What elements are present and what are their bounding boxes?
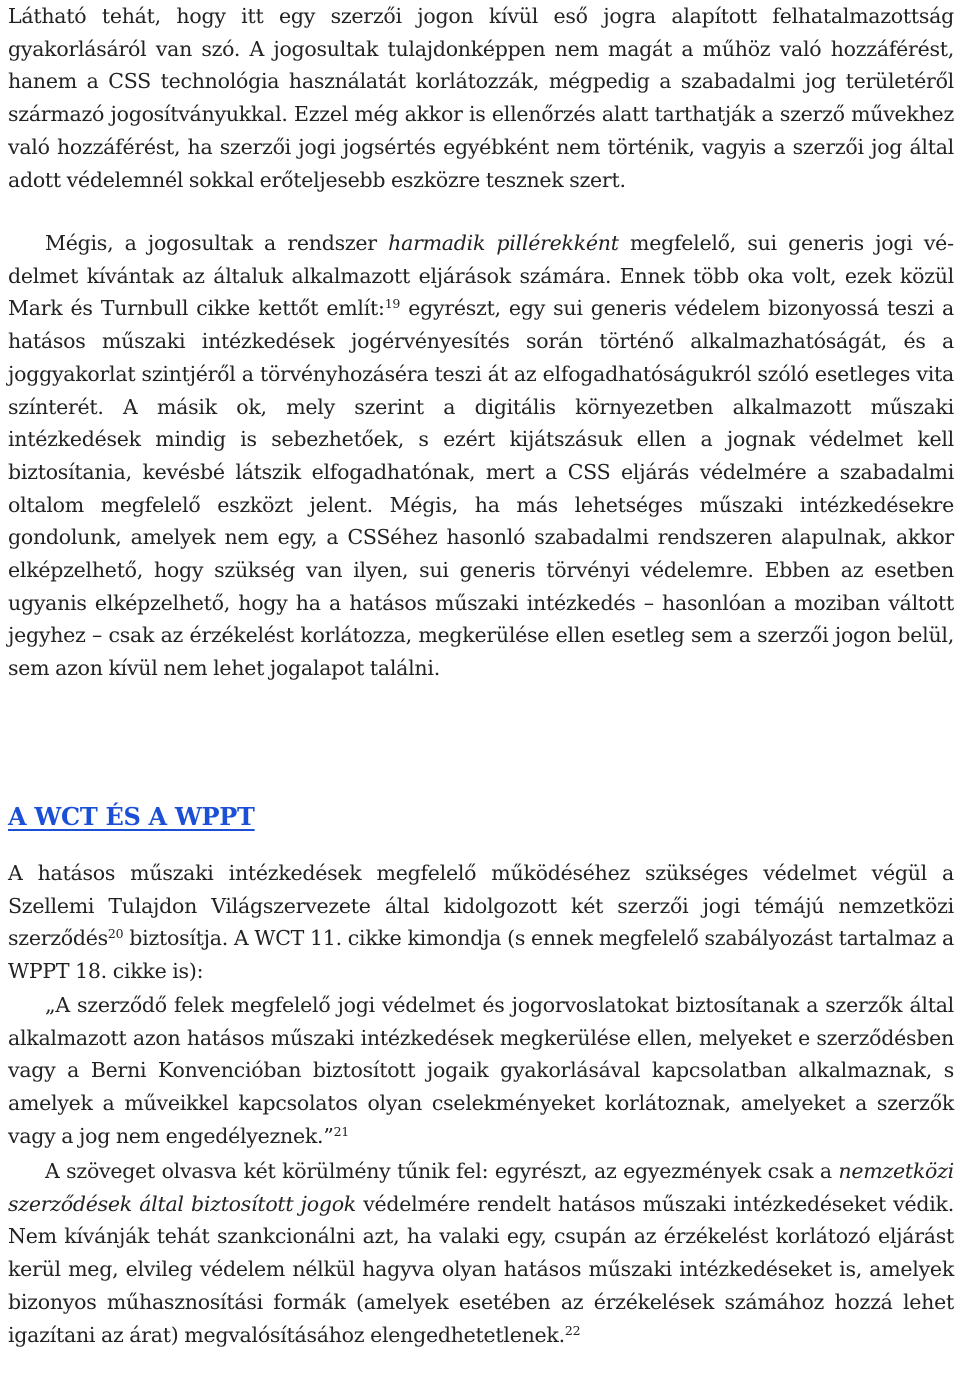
footnote-ref-19[interactable]: 19	[384, 296, 401, 312]
paragraph-5-text-a: A szöveget olvasva két körülmény tűnik fel: egyrészt, az egyezmények csak a	[45, 1159, 839, 1183]
paragraph-2-text-c: egyrészt, egy sui generis védelem bizonyossá teszi a hatásos műszaki intézkedések jogérvényesítés során történő alkalmazhatóságát, és a joggyakorlat szintjéről a törvényhozáséra teszi át az elfogadhatóságukról szóló esetleges vita színterét. A másik ok, mely szerint a digitális környezetben alkalmazott műszaki intézkedések mindig is sebezhetőek, s ezért kijátszásuk ellen a jognak védelmet kell biztosítania, kevésbé látszik elfogadhatónak, mert a CSS eljárás védelmére a szabadalmi oltalom megfelelő eszközt jelent. Mégis, ha más lehetséges műszaki intézkedésekre gondolunk, amelyek nem egy, a CSSéhez hasonló szabadalmi rendszeren alapulnak, akkor elképzelhető, hogy szükség van ilyen, sui generis törvényi védelemre. Ebben az esetben ugyanis elképzelhető, hogy ha a hatásos műszaki intézkedés – hasonlóan a moziban váltott jegyhez – csak az érzékelést korlátozza, megkerülése ellen esetleg sem a szerzői jogon belül, sem azon kívül nem lehet jogalapot találni.	[8, 296, 954, 681]
section-heading: A WCT ÉS A WPPT	[8, 802, 255, 831]
footnote-ref-21[interactable]: 21	[333, 1123, 349, 1139]
footnote-ref-22[interactable]: 22	[564, 1322, 581, 1338]
footnote-ref-20[interactable]: 20	[107, 926, 124, 942]
paragraph-3	[8, 857, 954, 988]
paragraph-5-emphasis: nemzetközi szerződések által biztosított jogok	[8, 1159, 954, 1216]
quote-text: „A szerződő felek megfelelő jogi védelmet és jogorvoslatokat biztosítanak a szerzők által alkalmazott azon hatásos műszaki intézkedések megkerülése ellen, melyeket e szerződésben vagy a Berni Konvencióban biztosított jogaik gyakorlásával kapcsolatban alkalmaznak, s amelyek a műveikkel kapcsolatos olyan cselekményeket korlátoznak, amelyeket a szerzők vagy a jog nem engedélyeznek.”	[8, 993, 954, 1148]
paragraph-2-emphasis: harmadik pillérekként	[388, 231, 619, 255]
paragraph-1-text: Látható tehát, hogy itt egy szerzői jogon kívül eső jogra alapított felhatalmazottság gyakorlásáról van szó. A jogosultak tulajdonképpen nem magát a műhöz való hozzáférést, hanem a CSS technológia használatát korlátozzák, mégpedig a szabadalmi jog területéről származó jogosítványukkal. Ezzel még akkor is ellenőrzés alatt tarthatják a szerző művekhez való hozzáférést, ha szerzői jogi jogsértés egyébként nem történik, vagyis a szerzői jog által adott védelemnél sokkal erőteljesebb eszközre tesznek szert.	[8, 4, 954, 192]
paragraph-1	[8, 0, 954, 196]
paragraph-3-text-b: biztosítja. A WCT 11. cikke kimondja (s ennek megfelelő szabályozást tartalmaz a WPPT 18. cikke is):	[8, 926, 954, 984]
paragraph-3-text-a: A hatásos műszaki intézkedések megfelelő működéséhez szükséges védelmet végül a Szellemi Tulajdon Világszervezete által kidolgozott két szerzői jogi témájú nemzetközi szerződés	[8, 861, 954, 951]
paragraph-2-text-a: Mégis, a jogosultak a rendszer	[45, 231, 389, 255]
paragraph-2	[8, 227, 954, 685]
quote-paragraph	[8, 989, 954, 1153]
paragraph-5-text-b: védelmére rendelt hatásos műszaki intézkedéseket védik. Nem kívánják tehát szankcionálni azt, ha valaki egy, csupán az érzékelést korlátozó eljárást kerül meg, elvileg védelem nélkül hagyva olyan hatásos műszaki intézkedéseket is, amelyek bizonyos műhasznosítási formák (amelyek esetében az érzékelések számához hozzá lehet igazítani az árat) megvalósításához elengedhetetlenek.	[8, 1191, 954, 1347]
paragraph-5	[8, 1155, 954, 1351]
paragraph-2-text-b: megfelelő, sui generis jogi védelmet kívántak az általuk alkalmazott eljárások számára. Ennek több oka volt, ezek közül Mark és Turnbull cikke kettőt említ:	[8, 231, 955, 321]
